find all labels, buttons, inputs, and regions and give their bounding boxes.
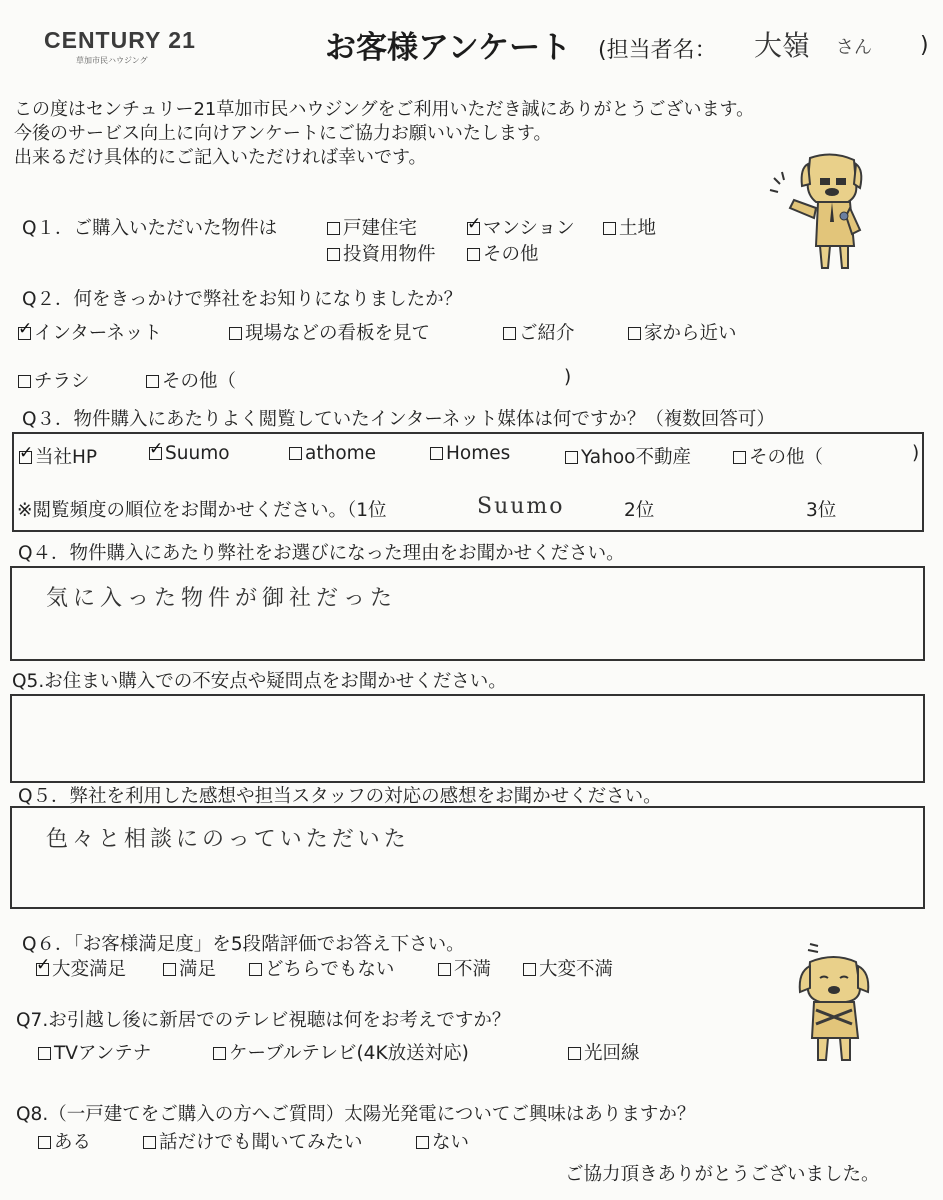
q8-option-no[interactable]: ない [416, 1128, 469, 1154]
checkbox-icon [565, 451, 578, 464]
checked-checkbox-icon [149, 447, 162, 460]
checkbox-icon [568, 1047, 581, 1060]
q3-rank-prompt: ※閲覧頻度の順位をお聞かせください。（1位 [17, 500, 387, 521]
checkbox-icon [213, 1047, 226, 1060]
q6-option-dissatisfied[interactable]: 不満 [438, 955, 491, 981]
checkbox-icon [38, 1047, 51, 1060]
q2-option-referral[interactable]: ご紹介 [503, 319, 575, 345]
q3-option-other[interactable]: その他（ [733, 443, 823, 469]
q2-option-signboard[interactable]: 現場などの看板を見て [229, 319, 430, 345]
q7-option-tv-antenna[interactable]: TVアンテナ [38, 1039, 151, 1065]
checkbox-icon [327, 222, 340, 235]
checkbox-icon [603, 222, 616, 235]
q4-answer-handwritten: 気に入った物件が御社だった [46, 586, 398, 611]
q2-question: Q２．何をきっかけで弊社をお知りになりましたか？ [22, 289, 463, 310]
q7-option-fiber[interactable]: 光回線 [568, 1039, 640, 1065]
checkbox-icon [467, 248, 480, 261]
q1-option-detached-house[interactable]: 戸建住宅 [327, 214, 417, 240]
checkbox-icon [503, 327, 516, 340]
q5a-answer-box[interactable] [10, 694, 925, 783]
staff-label: (担当者名： [598, 38, 717, 63]
checkbox-icon [430, 447, 443, 460]
q2-option-near-home[interactable]: 家から近い [628, 319, 737, 345]
staff-honorific-handwritten: さん [836, 37, 872, 58]
checkbox-icon [143, 1136, 156, 1149]
intro-line-3: 出来るだけ具体的にご記入いただければ幸いです。 [14, 147, 427, 168]
q1-option-land[interactable]: 土地 [603, 214, 656, 240]
company-subtitle: 草加市民ハウジング [76, 56, 148, 65]
century21-logo: CENTURY 21 [44, 27, 196, 53]
q6-option-very-satisfied[interactable]: ✓大変満足 [36, 955, 126, 981]
checked-checkbox-icon [19, 451, 32, 464]
checkbox-icon [289, 447, 302, 460]
q1-question: Q１．ご購入いただいた物件は [22, 218, 278, 239]
q3-option-suumo[interactable]: ✓ Suumo [149, 443, 230, 464]
q3-option-company-hp[interactable]: ✓当社HP [19, 443, 97, 469]
q3-rank2-label: 2位 [624, 500, 655, 521]
checkbox-icon [38, 1136, 51, 1149]
intro-line-2: 今後のサービス向上に向けアンケートにご協力お願いいたします。 [14, 123, 552, 144]
q3-rank3-label: 3位 [806, 500, 837, 521]
q3-option-athome[interactable]: athome [289, 443, 376, 464]
q8-option-yes[interactable]: ある [38, 1128, 91, 1154]
checkbox-icon [163, 963, 176, 976]
q1-option-other[interactable]: その他 [467, 240, 539, 266]
q5a-question: Q5.お住まい購入での不安点や疑問点をお聞かせください。 [12, 671, 507, 692]
checkbox-icon [523, 963, 536, 976]
q6-option-neutral[interactable]: どちらでもない [249, 955, 394, 981]
checkbox-icon [628, 327, 641, 340]
q3-question: Q３．物件購入にあたりよく閲覧していたインターネット媒体は何ですか？（複数回答可） [22, 409, 775, 430]
q2-option-internet[interactable]: ✓インターネット [18, 319, 162, 345]
thank-you-footer: ご協力頂きありがとうございました。 [565, 1164, 880, 1185]
checkbox-icon [229, 327, 242, 340]
checked-checkbox-icon [36, 963, 49, 976]
staff-close-paren: ) [920, 33, 929, 58]
form-title: お客様アンケート [325, 30, 572, 66]
q1-option-investment[interactable]: 投資用物件 [327, 240, 436, 266]
checkbox-icon [249, 963, 262, 976]
staff-name-handwritten: 大嶺 [754, 29, 811, 62]
intro-line-1: この度はセンチュリー21草加市民ハウジングをご利用いただき誠にありがとうございます。 [14, 99, 755, 120]
q5b-answer-handwritten: 色々と相談にのっていただいた [46, 827, 410, 852]
q6-option-very-dissatisfied[interactable]: 大変不満 [523, 955, 613, 981]
q3-option-homes[interactable]: Homes [430, 443, 510, 464]
q4-question: Q４．物件購入にあたり弊社をお選びになった理由をお聞かせください。 [18, 543, 625, 564]
q2-option-other[interactable]: その他（ [146, 367, 236, 393]
q8-option-hear-more[interactable]: 話だけでも聞いてみたい [143, 1128, 363, 1154]
q3-option-yahoo[interactable]: Yahoo不動産 [565, 443, 691, 469]
checkbox-icon [733, 451, 746, 464]
q6-question: Q６．「お客様満足度」を5段階評価でお答え下さい。 [22, 934, 465, 955]
q3-rank1-handwritten: Suumo [477, 494, 565, 519]
q1-option-mansion[interactable]: ✓ マンション [467, 214, 575, 240]
checkbox-icon [416, 1136, 429, 1149]
q5b-question: Q５．弊社を利用した感想や担当スタッフの対応の感想をお聞かせください。 [18, 786, 662, 807]
q3-other-close-paren: ) [912, 443, 920, 464]
checkbox-icon [18, 375, 31, 388]
q6-option-satisfied[interactable]: 満足 [163, 955, 216, 981]
checked-checkbox-icon [18, 327, 31, 340]
checkbox-icon [438, 963, 451, 976]
mascot-dog-bowing-illustration [790, 940, 880, 1065]
checked-checkbox-icon [467, 222, 480, 235]
q2-option-flyer[interactable]: チラシ [18, 367, 90, 393]
checkbox-icon [146, 375, 159, 388]
q7-question: Q7.お引越し後に新居でのテレビ視聴は何をお考えですか？ [16, 1010, 511, 1031]
q2-other-close-paren: ) [564, 367, 572, 388]
q7-option-cable-tv[interactable]: ケーブルテレビ(4K放送対応) [213, 1039, 469, 1065]
mascot-dog-pointing-illustration [760, 150, 870, 275]
q8-question: Q8.（一戸建てをご購入の方へご質問）太陽光発電についてご興味はありますか？ [16, 1104, 696, 1125]
checkbox-icon [327, 248, 340, 261]
